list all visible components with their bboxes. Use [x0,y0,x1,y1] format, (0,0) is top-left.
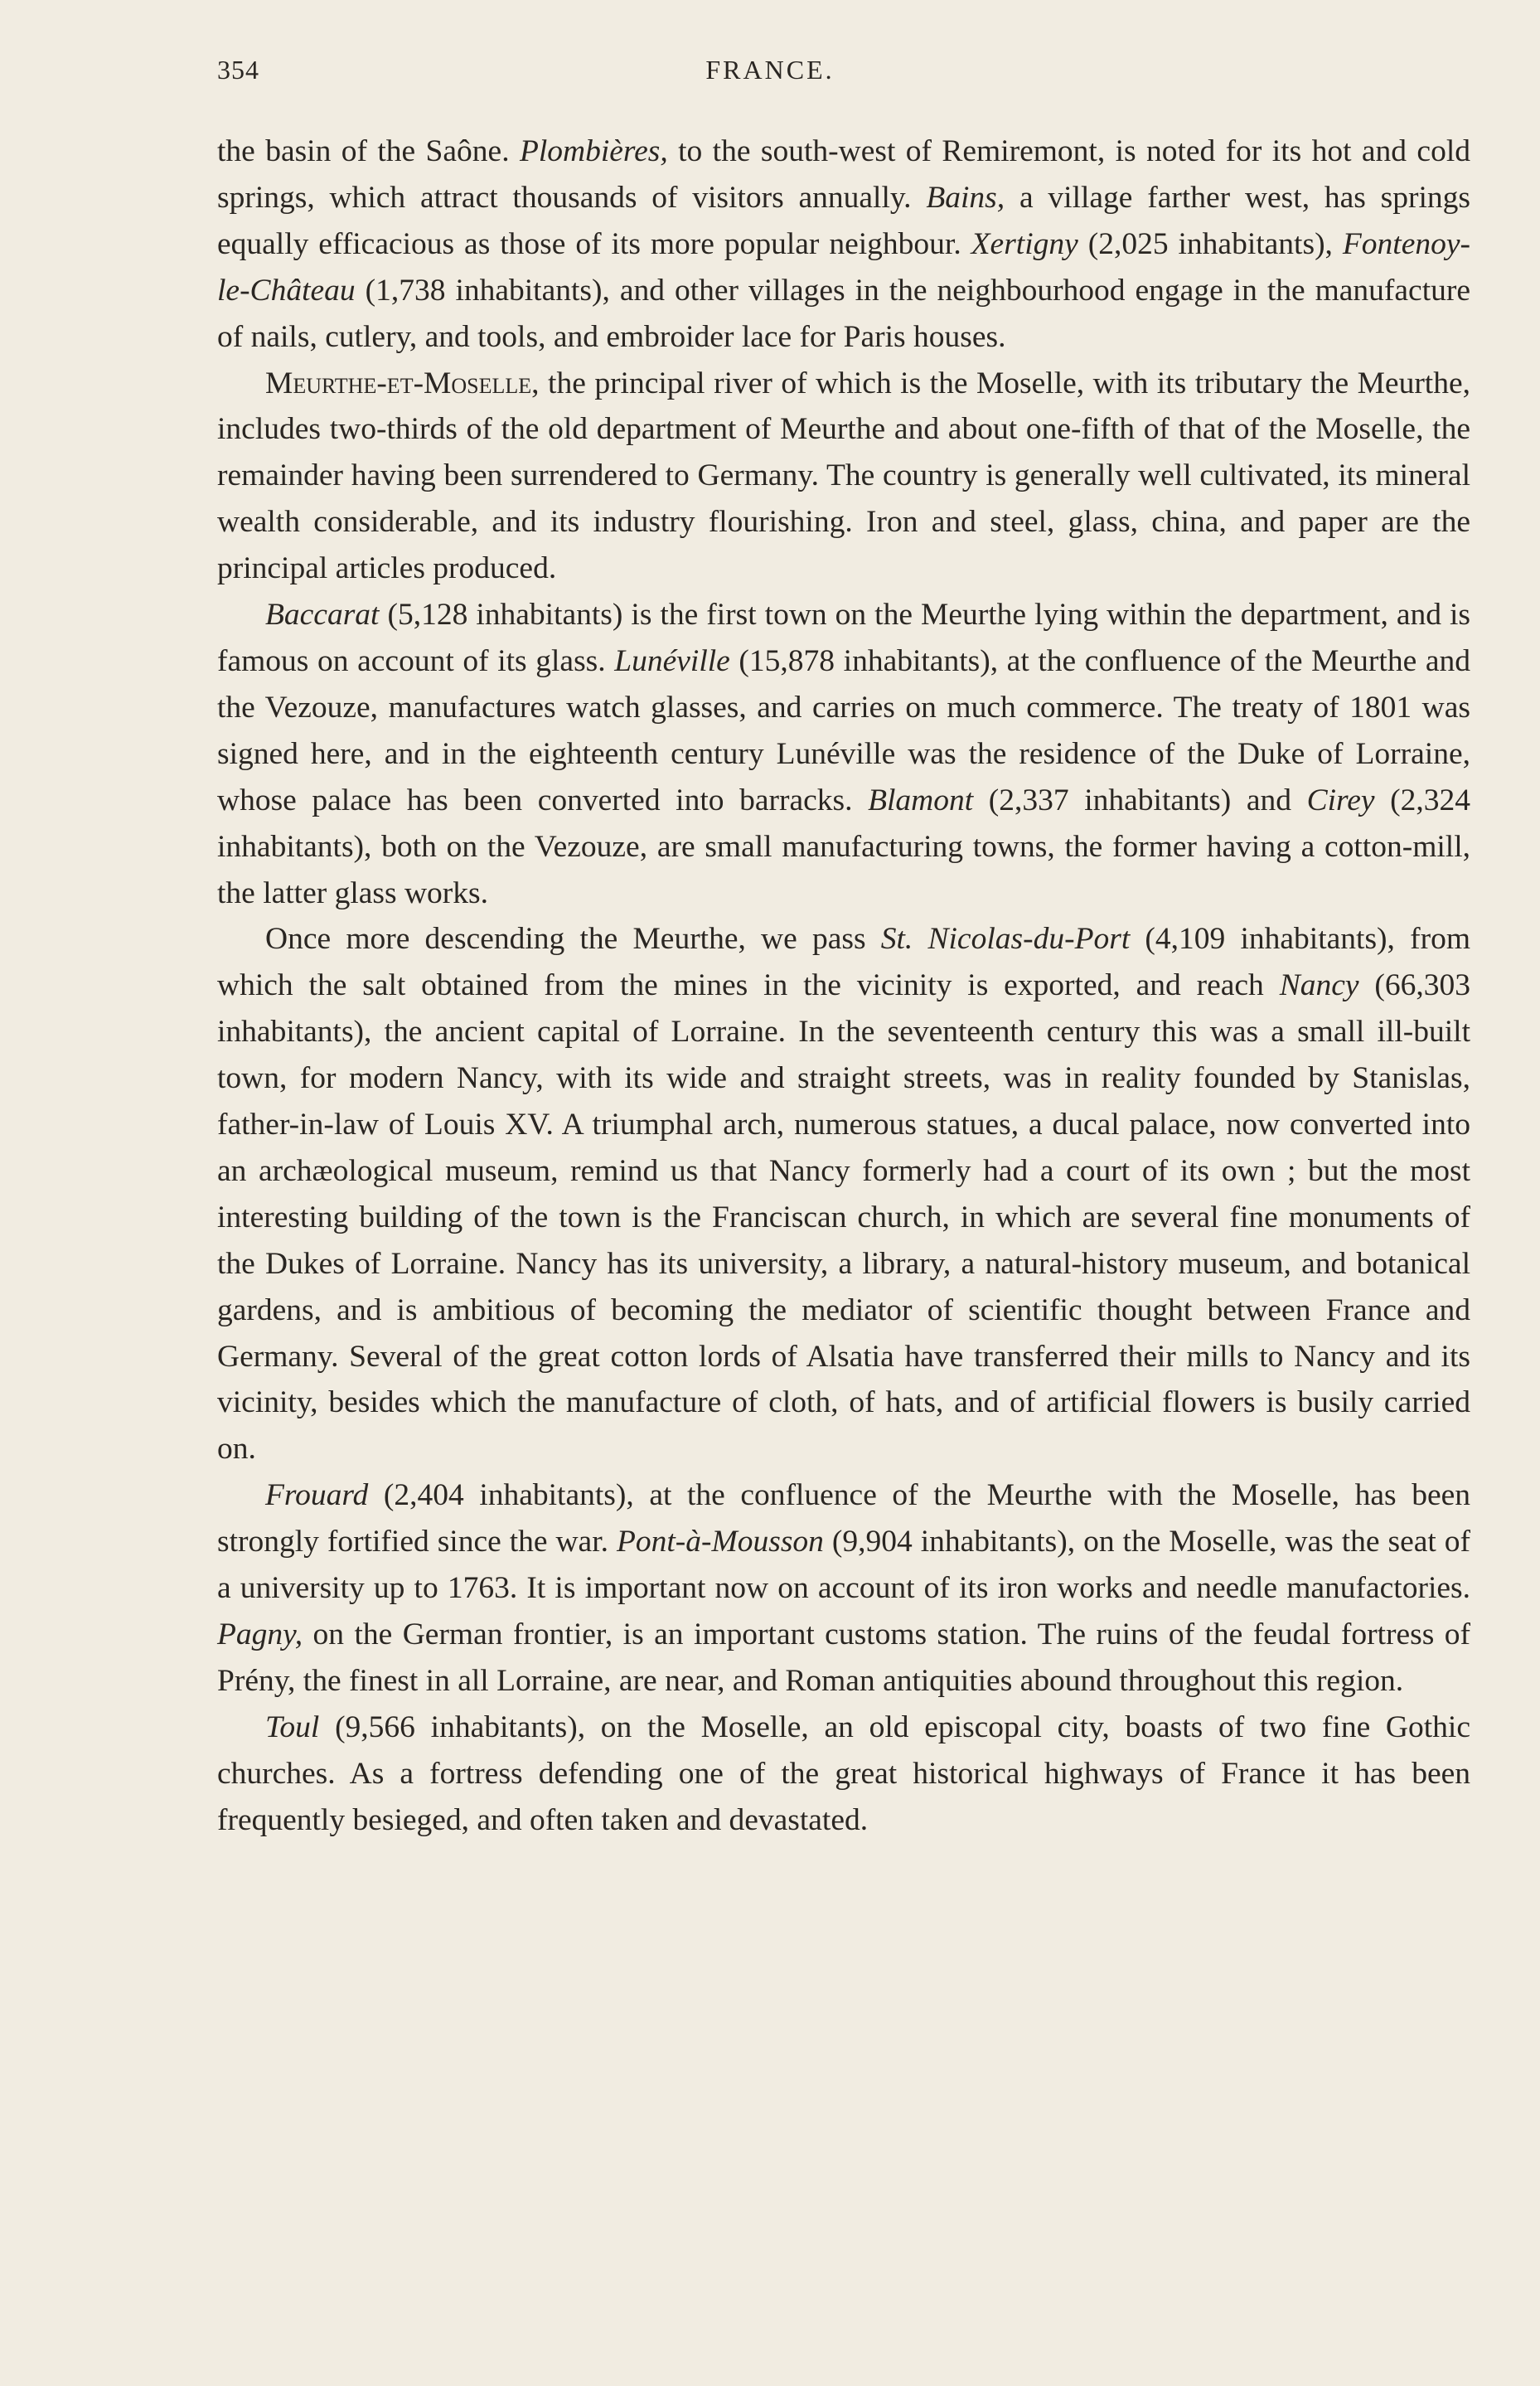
page-header [0,55,1540,91]
paragraph-plombieres [217,129,1470,361]
text-run: (66,303 inhabitants), the ancient capital of Lorraine. In the seventeenth century this was a small ill-built town, for modern Nancy, with its wide and straight streets, was in reality founded by Stanislas, father-in-law of Louis XV. A triumphal arch, numerous statues, a ducal palace, now converted into an archæological museum, remind us that Nancy formerly had a court of its own ; but the most interesting building of the town is the Franciscan church, in which are several fine monuments of the Dukes of Lorraine. Nancy has its university, a library, a natural-history museum, and botanical gardens, and is ambitious of becoming the mediator of scientific thought between France and Germany. Several of the great cotton lords of Alsatia have transferred their mills to Nancy and its vicinity, besides which the manufacture of cloth, of hats, and of artificial flowers is busily carried on. [217,968,1470,1467]
italic-run: Fontenoy-le-Château [217,226,1470,308]
text-run: (2,404 inhabitants), at the confluence of the Meurthe with the Moselle, has been strongly fortified since the war. [217,1478,1470,1559]
text-run: to the south-west of Remiremont, is noted for its hot and cold springs, which attract thousands of visitors annually. [217,134,1470,215]
italic-run: Lunéville [614,643,730,678]
running-head: FRANCE. [705,55,835,85]
paragraph-nancy [217,916,1470,1472]
italic-run: Plombières, [519,134,668,168]
text-run: (2,337 inhabitants) and [973,783,1307,817]
paragraph-frouard [217,1472,1470,1705]
italic-run: Pont-à-Mousson [616,1525,824,1559]
text-run: (15,878 inhabitants), at the confluence of the Meurthe and the Vezouze, manufactures watch glasses, and carries on much commerce. The treaty of 1801 was signed here, and in the eighteenth century Lunéville was the residence of the Duke of Lorraine, whose palace has been converted into barracks. [217,643,1470,817]
text-run: (2,324 inhabitants), both on the Vezouze, are small manufacturing towns, the former having a cotton-mill, the latter glass works. [217,783,1470,910]
text-run: (5,128 inhabitants) is the first town on the Meurthe lying within the department, and is famous on account of its glass. [217,598,1470,678]
text-run: (1,738 inhabitants), and other villages in the neighbourhood engage in the manufacture of nails, cutlery, and tools, and embroider lace for Paris houses. [217,273,1470,354]
text-run: (2,025 inhabitants), [1078,226,1343,261]
text-run: the basin of the Saône. [217,134,520,168]
text-run: a village farther west, has springs equally efficacious as those of its more popular neighbour. [217,180,1470,261]
text-run: (9,566 inhabitants), on the Moselle, an old episcopal city, boasts of two fine Gothic churches. As a fortress defending one of the great historical highways of France it has been frequently besieged, and often taken and devastated. [217,1709,1470,1837]
italic-run: St. Nicolas-du-Port [880,922,1131,957]
italic-run: Xertigny [971,226,1078,261]
small-caps-run: Meurthe-et-Moselle, [265,366,540,400]
italic-run: Frouard [265,1478,369,1513]
page-number: 354 [217,55,259,85]
italic-run: Bains, [926,180,1005,215]
paragraph-meurthe-et-moselle [217,361,1470,593]
italic-run: Baccarat [265,598,380,633]
text-run: (4,109 inhabitants), from which the salt obtained from the mines in the vicinity is exported, and reach [217,922,1470,1003]
text-run: Once more descending the Meurthe, we pass [265,922,881,957]
italic-run: Nancy [1279,968,1359,1003]
paragraph-baccarat [217,592,1470,916]
italic-run: Cirey [1306,783,1375,817]
body-text [217,129,1470,1844]
paragraph-toul [217,1705,1470,1844]
italic-run: Blamont [868,783,974,817]
italic-run: Pagny, [217,1617,303,1651]
text-run: on the German frontier, is an important customs station. The ruins of the feudal fortress of Prény, the finest in all Lorraine, are near, and Roman antiquities abound throughout this region. [217,1617,1470,1698]
italic-run: Toul [265,1709,320,1744]
text-run: the principal river of which is the Moselle, with its tributary the Meurthe, includes two-thirds of the old department of Meurthe and about one-fifth of that of the Moselle, the remainder having been surrendered to Germany. The country is generally well cultivated, its mineral wealth considerable, and its industry flourishing. Iron and steel, glass, china, and paper are the principal articles produced. [217,366,1470,586]
text-run: (9,904 inhabitants), on the Moselle, was the seat of a university up to 1763. It is important now on account of its iron works and needle manufactories. [217,1525,1470,1606]
